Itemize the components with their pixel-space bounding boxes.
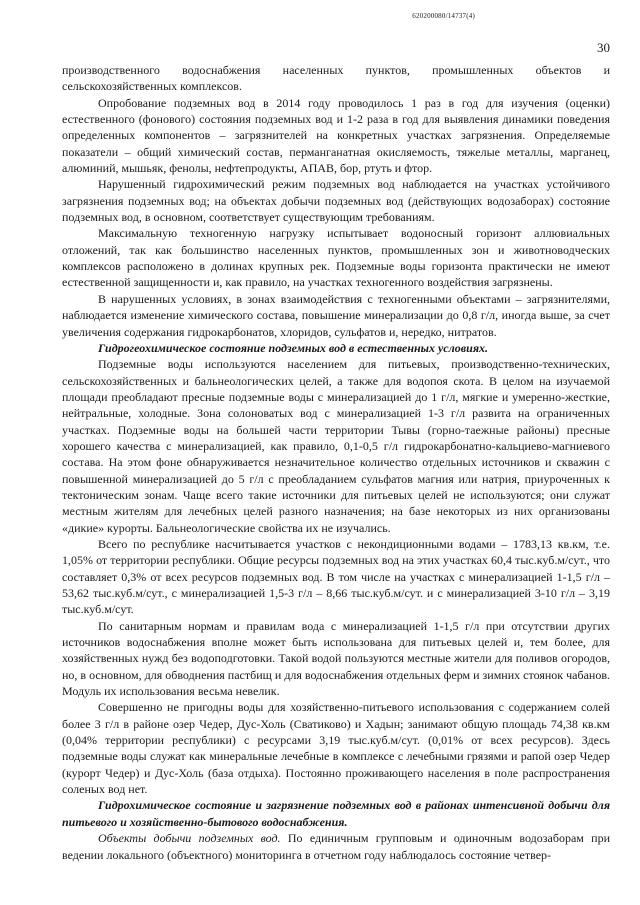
paragraph-continuation: По единичным групповым и одиночным водозаборам при ведении локального (объектного) мониторинга в отчетном году наблюдалось состояние четвер- (62, 831, 611, 862)
page-number: 30 (597, 40, 610, 55)
paragraph: Нарушенный гидрохимический режим подземных вод наблюдается на участках устойчивого загрязнения подземных вод; на объектах добычи подземных вод (действующих водозаборах) состояние подземных вод, в основном, соответствует существующим требованиям. (62, 177, 610, 225)
paragraph: Подземные воды используются населением для питьевых, производственно-технических, сельскохозяйственных и бальнеологических целей, а также для водопоя скота. В целом на изучаемой площади преобладают пресные подземные воды с минерализацией до 1 г/л, мягкие и умеренно-жесткие, нейтральные, холодные. Зона солоноватых вод с минерализацией 1-3 г/л развита на ограниченных участках. Подземные воды на большей части территории Тывы (горно-таежные районы) пресные хорошего качества с минерализацией, как правило, 0,1-0,5 г/л гидрокарбонатно-кальциево-магниевого состава. На этом фоне обнаруживается незначительное количество отдельных источников и скважин с повышенной минерализацией до 5 г/л с преобладанием сульфатов магния или натрия, приуроченных к тектоническим зонам. Чаще всего такие источники для питьевых целей не используются; они служат местным жителям для лечебных целей разного назначения; на базе некоторых из них организованы «дикие» курорты. Бальнеологические свойства их не изучались. (62, 357, 610, 535)
paragraph (62, 830, 610, 863)
paragraph: производственного водоснабжения населенных пунктов, промышленных объектов и сельскохозяйственных комплексов. (62, 63, 610, 94)
paragraph: Опробование подземных вод в 2014 году проводилось 1 раз в год для изучения (оценки) естественного (фонового) состояния подземных вод и 1-2 раза в год для выявления динамики поведения определенных компонентов – загрязнителей на конкретных участках загрязнения. Определяемые показатели – общий химический состав, перманганатная окисляемость, тяжелые металлы, марганец, алюминий, мышьяк, фенолы, нефтепродукты, АПАВ, бор, ртуть и фтор. (62, 95, 610, 176)
paragraph: Всего по республике насчитывается участков с некондиционными водами – 1783,13 кв.км, т.е. 1,05% от территории республики. Общие ресурсы подземных вод на этих участках 60,4 тыс.куб.м/сут., что составляет 0,3% от всех ресурсов подземных вод. В том числе на участках с минерализацией 1-1,5 г/л – 53,62 тыс.куб.м/сут., с минерализацией 1,5-3 г/л – 8,66 тыс.куб.м/сут. и с минерализацией 3-10 г/л – 3,19 тыс.куб.м/сут. (62, 536, 610, 617)
section-heading: Гидрохимическое состояние и загрязнение подземных вод в районах интенсивной добычи для питьевого и хозяйственно-бытового водоснабжения. (62, 798, 610, 829)
subsection-lead: Объекты добычи подземных вод. (98, 831, 281, 846)
paragraph: Максимальную техногенную нагрузку испытывает водоносный горизонт аллювиальных отложений, так как большинство населенных пунктов, промышленных зон и животноводческих комплексов расположено в долинах крупных рек. Подземные воды горизонта практически не имеют естественной защищенности и, как правило, на участках техногенного воздействия загрязнены. (62, 226, 610, 290)
section-heading: Гидрогеохимическое состояние подземных вод в естественных условиях. (98, 340, 488, 355)
document-id: 620200080/14737(4) (412, 12, 475, 20)
document-body (62, 62, 610, 863)
paragraph: В нарушенных условиях, в зонах взаимодействия с техногенными объектами – загрязнителями, наблюдается изменение химического состава, повышение минерализации до 0,8 г/л, иногда выше, за счет увеличения содержания гидрокарбонатов, хлоридов, сульфатов и, нередко, нитратов. (62, 291, 610, 339)
paragraph: По санитарным нормам и правилам вода с минерализацией 1-1,5 г/л при отсутствии других источников водоснабжения вполне может быть использована для питьевых целей и, тем более, для хозяйственных нужд без водоподготовки. Такой водой пользуются местные жители для поливов огородов, но, в основном, для обводнения пастбищ и для водоснабжения отдельных ферм и зимних стоянок чабанов. Модуль их использования весьма невелик. (62, 618, 610, 699)
paragraph: Совершенно не пригодны воды для хозяйственно-питьевого использования с содержанием солей более 3 г/л в районе озер Чедер, Дус-Холь (Сватиково) и Хадын; занимают общую площадь 74,38 кв.км (0,04% территории республики) с ресурсами 3,19 тыс.куб.м/сут. (0,01% от всех ресурсов). Здесь подземные воды служат как минеральные лечебные в комплексе с лечебными грязями и рапой озер Чедер (курорт Чедер) и Дус-Холь (база отдыха). Постоянно проживающего населения в поле распространения соленых вод нет. (62, 700, 610, 797)
